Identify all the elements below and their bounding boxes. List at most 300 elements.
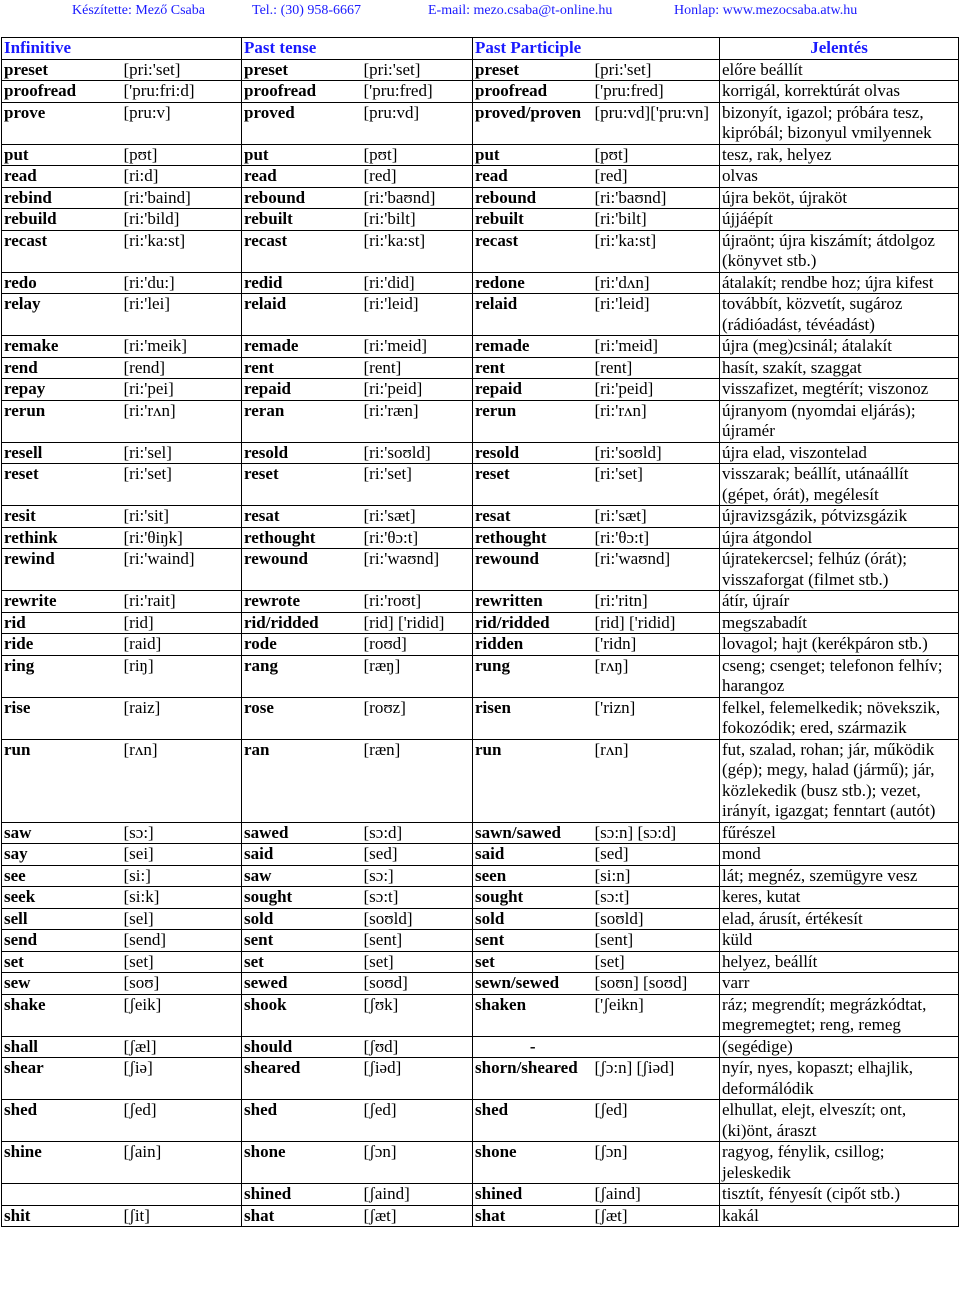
table-row — [2, 1100, 959, 1142]
table-row — [2, 994, 959, 1036]
meaning-cell: ráz; megrendít; megrázkódtat, megremegtet; reng, remeg — [720, 994, 959, 1036]
past-participle-cell: redone — [473, 272, 593, 294]
infinitive-cell: put — [2, 144, 122, 166]
past-tense-cell: shook — [242, 994, 362, 1036]
infinitive-cell — [2, 1184, 122, 1206]
infinitive-cell: shine — [2, 1142, 122, 1184]
past-participle-phonetic-cell: ['pru:fred] — [593, 81, 720, 103]
infinitive-cell: shit — [2, 1205, 122, 1227]
past-participle-cell: shaken — [473, 994, 593, 1036]
infinitive-cell: shear — [2, 1058, 122, 1100]
past-tense-cell: preset — [242, 59, 362, 81]
table-row — [2, 612, 959, 634]
infinitive-cell: ride — [2, 634, 122, 656]
table-row — [2, 81, 959, 103]
infinitive-phonetic-cell: [raid] — [122, 634, 242, 656]
past-tense-cell: rose — [242, 697, 362, 739]
infinitive-cell: repay — [2, 379, 122, 401]
infinitive-phonetic-cell: [ri:'baind] — [122, 187, 242, 209]
past-tense-cell: sought — [242, 887, 362, 909]
past-tense-phonetic-cell: [sɔ:t] — [362, 887, 473, 909]
infinitive-phonetic-cell: [ri:'sit] — [122, 506, 242, 528]
meaning-cell: újraönt; újra kiszámít; átdolgoz (könyvet stb.) — [720, 230, 959, 272]
past-participle-phonetic-cell: ['rizn] — [593, 697, 720, 739]
past-tense-cell: relaid — [242, 294, 362, 336]
meaning-cell: kakál — [720, 1205, 959, 1227]
past-tense-phonetic-cell: [pri:'set] — [362, 59, 473, 81]
past-participle-phonetic-cell: [ʃɔn] — [593, 1142, 720, 1184]
past-participle-phonetic-cell: [ri:'rʌn] — [593, 400, 720, 442]
infinitive-cell: rethink — [2, 527, 122, 549]
table-row — [2, 739, 959, 822]
past-tense-phonetic-cell: [sɔ:d] — [362, 822, 473, 844]
past-tense-phonetic-cell: [ri:'bilt] — [362, 209, 473, 231]
meaning-cell: küld — [720, 930, 959, 952]
infinitive-phonetic-cell: [ʃed] — [122, 1100, 242, 1142]
infinitive-cell: say — [2, 844, 122, 866]
past-tense-cell: rode — [242, 634, 362, 656]
past-participle-phonetic-cell: [ri:'sæt] — [593, 506, 720, 528]
past-tense-cell: proved — [242, 102, 362, 144]
past-participle-cell: recast — [473, 230, 593, 272]
table-row — [2, 930, 959, 952]
past-tense-cell: rewound — [242, 549, 362, 591]
infinitive-cell: rebind — [2, 187, 122, 209]
past-participle-cell: seen — [473, 865, 593, 887]
past-tense-cell: set — [242, 951, 362, 973]
past-participle-cell: proved/proven — [473, 102, 593, 144]
past-participle-cell: read — [473, 166, 593, 188]
past-participle-cell: - — [473, 1036, 593, 1058]
meaning-cell: olvas — [720, 166, 959, 188]
table-row — [2, 973, 959, 995]
past-tense-phonetic-cell: [soʊd] — [362, 973, 473, 995]
past-participle-cell: preset — [473, 59, 593, 81]
table-row — [2, 844, 959, 866]
infinitive-phonetic-cell: [ri:'set] — [122, 464, 242, 506]
meaning-cell: lovagol; hajt (kerékpáron stb.) — [720, 634, 959, 656]
infinitive-cell: see — [2, 865, 122, 887]
meaning-cell: fut, szalad, rohan; jár, működik (gép); megy, halad (jármű); jár, közlekedik (busz stb.); vezet, irányít, igazgat; fenntart (autót) — [720, 739, 959, 822]
past-tense-cell: rang — [242, 655, 362, 697]
table-row — [2, 59, 959, 81]
past-tense-cell: redid — [242, 272, 362, 294]
infinitive-phonetic-cell: [si:] — [122, 865, 242, 887]
table-row — [2, 1142, 959, 1184]
past-tense-cell: ran — [242, 739, 362, 822]
meaning-cell: átír, újraír — [720, 591, 959, 613]
past-tense-phonetic-cell: [ri:'soʊld] — [362, 442, 473, 464]
infinitive-cell: saw — [2, 822, 122, 844]
table-row — [2, 951, 959, 973]
meaning-cell: újjáépít — [720, 209, 959, 231]
table-row — [2, 294, 959, 336]
table-row — [2, 1036, 959, 1058]
past-tense-phonetic-cell: [ʃiəd] — [362, 1058, 473, 1100]
past-participle-phonetic-cell: [ri:'soʊld] — [593, 442, 720, 464]
table-row — [2, 464, 959, 506]
infinitive-cell: seek — [2, 887, 122, 909]
author-label: Készítette: Mező Csaba — [72, 3, 205, 18]
past-tense-cell: sewed — [242, 973, 362, 995]
past-tense-cell: put — [242, 144, 362, 166]
table-row — [2, 144, 959, 166]
past-participle-phonetic-cell: [red] — [593, 166, 720, 188]
past-participle-phonetic-cell: [si:n] — [593, 865, 720, 887]
table-row — [2, 655, 959, 697]
past-tense-phonetic-cell: [ri:'peid] — [362, 379, 473, 401]
infinitive-cell: proofread — [2, 81, 122, 103]
col-past-participle-header: Past Participle — [473, 38, 720, 60]
past-tense-phonetic-cell: [ri:'θɔ:t] — [362, 527, 473, 549]
infinitive-cell: resell — [2, 442, 122, 464]
table-row — [2, 697, 959, 739]
table-row — [2, 591, 959, 613]
past-tense-cell: should — [242, 1036, 362, 1058]
infinitive-phonetic-cell: [ri:d] — [122, 166, 242, 188]
past-participle-phonetic-cell: [soʊld] — [593, 908, 720, 930]
meaning-cell: elad, árusít, értékesít — [720, 908, 959, 930]
table-row — [2, 209, 959, 231]
past-participle-phonetic-cell: ['ridn] — [593, 634, 720, 656]
table-row — [2, 442, 959, 464]
past-participle-phonetic-cell: [pri:'set] — [593, 59, 720, 81]
table-row — [2, 887, 959, 909]
meaning-cell: elhullat, elejt, elveszít; ont, (ki)önt, áraszt — [720, 1100, 959, 1142]
meaning-cell: újra átgondol — [720, 527, 959, 549]
infinitive-cell: relay — [2, 294, 122, 336]
past-tense-cell: reran — [242, 400, 362, 442]
past-tense-phonetic-cell: [rid] ['ridid] — [362, 612, 473, 634]
past-tense-phonetic-cell: [ʃɔn] — [362, 1142, 473, 1184]
past-participle-phonetic-cell: [pru:vd]['pru:vn] — [593, 102, 720, 144]
past-tense-phonetic-cell: [ræn] — [362, 739, 473, 822]
past-participle-phonetic-cell: [ri:'ritn] — [593, 591, 720, 613]
past-tense-phonetic-cell: [ʃʊk] — [362, 994, 473, 1036]
past-tense-cell: said — [242, 844, 362, 866]
infinitive-phonetic-cell: [send] — [122, 930, 242, 952]
meaning-cell: helyez, beállít — [720, 951, 959, 973]
past-tense-phonetic-cell: [roʊd] — [362, 634, 473, 656]
meaning-cell: átalakít; rendbe hoz; újra kifest — [720, 272, 959, 294]
infinitive-cell: recast — [2, 230, 122, 272]
infinitive-cell: resit — [2, 506, 122, 528]
infinitive-cell: preset — [2, 59, 122, 81]
past-tense-cell: shone — [242, 1142, 362, 1184]
infinitive-cell: reset — [2, 464, 122, 506]
infinitive-cell: ring — [2, 655, 122, 697]
meaning-cell: cseng; csenget; telefonon felhív; harangoz — [720, 655, 959, 697]
past-participle-cell: resat — [473, 506, 593, 528]
past-tense-cell: sent — [242, 930, 362, 952]
past-tense-cell: remade — [242, 336, 362, 358]
past-participle-cell: sawn/sawed — [473, 822, 593, 844]
past-tense-phonetic-cell: ['pru:fred] — [362, 81, 473, 103]
infinitive-phonetic-cell: [rend] — [122, 357, 242, 379]
infinitive-cell: rise — [2, 697, 122, 739]
infinitive-phonetic-cell: [set] — [122, 951, 242, 973]
infinitive-cell: shake — [2, 994, 122, 1036]
meaning-cell: bizonyít, igazol; próbára tesz, kipróbál; bizonyul vmilyennek — [720, 102, 959, 144]
table-body — [2, 59, 959, 1227]
meaning-cell: továbbít, közvetít, sugároz (rádióadást, tévéadást) — [720, 294, 959, 336]
page-header — [0, 0, 960, 26]
infinitive-phonetic-cell: [si:k] — [122, 887, 242, 909]
email-label: E-mail: mezo.csaba@t-online.hu — [428, 3, 613, 18]
past-tense-cell: proofread — [242, 81, 362, 103]
past-tense-phonetic-cell: [ʃʊd] — [362, 1036, 473, 1058]
infinitive-cell: redo — [2, 272, 122, 294]
table-row — [2, 166, 959, 188]
infinitive-cell: sell — [2, 908, 122, 930]
past-tense-cell: read — [242, 166, 362, 188]
past-participle-phonetic-cell: [ʃɔ:n] [ʃiəd] — [593, 1058, 720, 1100]
irregular-verbs-table — [1, 37, 959, 1227]
meaning-cell: újra beköt, újraköt — [720, 187, 959, 209]
infinitive-cell: shall — [2, 1036, 122, 1058]
infinitive-cell: rid — [2, 612, 122, 634]
table-row — [2, 1205, 959, 1227]
past-tense-cell: rebuilt — [242, 209, 362, 231]
past-tense-cell: saw — [242, 865, 362, 887]
meaning-cell: felkel, felemelkedik; növekszik, fokozódik; ered, származik — [720, 697, 959, 739]
past-participle-cell: ridden — [473, 634, 593, 656]
past-participle-phonetic-cell: [ʃed] — [593, 1100, 720, 1142]
past-participle-phonetic-cell: [ri:'set] — [593, 464, 720, 506]
past-participle-cell: rethought — [473, 527, 593, 549]
past-participle-phonetic-cell: [rʌn] — [593, 739, 720, 822]
infinitive-phonetic-cell: [ri:'rʌn] — [122, 400, 242, 442]
table-row — [2, 379, 959, 401]
past-participle-cell: shed — [473, 1100, 593, 1142]
infinitive-cell: rewrite — [2, 591, 122, 613]
past-participle-phonetic-cell — [593, 1036, 720, 1058]
col-past-tense-header: Past tense — [242, 38, 473, 60]
past-participle-phonetic-cell: [ri:'bilt] — [593, 209, 720, 231]
infinitive-phonetic-cell: [rʌn] — [122, 739, 242, 822]
infinitive-cell: rewind — [2, 549, 122, 591]
past-participle-cell: said — [473, 844, 593, 866]
table-row — [2, 1184, 959, 1206]
infinitive-phonetic-cell: [ʃit] — [122, 1205, 242, 1227]
infinitive-cell: rerun — [2, 400, 122, 442]
past-participle-cell: rent — [473, 357, 593, 379]
infinitive-phonetic-cell: [sɔ:] — [122, 822, 242, 844]
table-row — [2, 634, 959, 656]
infinitive-cell: read — [2, 166, 122, 188]
infinitive-phonetic-cell: [ri:'meik] — [122, 336, 242, 358]
past-participle-cell: repaid — [473, 379, 593, 401]
past-participle-phonetic-cell: [ri:'dʌn] — [593, 272, 720, 294]
past-tense-cell: sawed — [242, 822, 362, 844]
meaning-cell: tisztít, fényesít (cipőt stb.) — [720, 1184, 959, 1206]
past-participle-cell: relaid — [473, 294, 593, 336]
infinitive-phonetic-cell: [pru:v] — [122, 102, 242, 144]
past-participle-phonetic-cell: [rid] ['ridid] — [593, 612, 720, 634]
past-participle-phonetic-cell: [ri:'ka:st] — [593, 230, 720, 272]
infinitive-phonetic-cell: [ri:'lei] — [122, 294, 242, 336]
meaning-cell: mond — [720, 844, 959, 866]
past-tense-cell: shined — [242, 1184, 362, 1206]
meaning-cell: (segédige) — [720, 1036, 959, 1058]
meaning-cell: újranyom (nyomdai eljárás); újramér — [720, 400, 959, 442]
meaning-cell: keres, kutat — [720, 887, 959, 909]
infinitive-phonetic-cell: ['pru:fri:d] — [122, 81, 242, 103]
past-participle-phonetic-cell: [rent] — [593, 357, 720, 379]
past-tense-phonetic-cell: [ʃed] — [362, 1100, 473, 1142]
homepage-label: Honlap: www.mezocsaba.atw.hu — [674, 3, 858, 18]
past-tense-phonetic-cell: [sed] — [362, 844, 473, 866]
past-tense-cell: rebound — [242, 187, 362, 209]
past-tense-cell: resat — [242, 506, 362, 528]
infinitive-phonetic-cell: [ʃain] — [122, 1142, 242, 1184]
meaning-cell: újra elad, viszontelad — [720, 442, 959, 464]
meaning-cell: tesz, rak, helyez — [720, 144, 959, 166]
past-participle-cell: remade — [473, 336, 593, 358]
meaning-cell: varr — [720, 973, 959, 995]
infinitive-phonetic-cell: [ri:'du:] — [122, 272, 242, 294]
table-row — [2, 506, 959, 528]
past-participle-phonetic-cell: [ri:'θɔ:t] — [593, 527, 720, 549]
past-participle-phonetic-cell: [ʃaind] — [593, 1184, 720, 1206]
col-infinitive-header: Infinitive — [2, 38, 242, 60]
table-row — [2, 230, 959, 272]
infinitive-phonetic-cell: [pri:'set] — [122, 59, 242, 81]
table-header-row — [2, 38, 959, 60]
table-row — [2, 527, 959, 549]
past-tense-phonetic-cell: [ri:'leid] — [362, 294, 473, 336]
past-participle-cell: sent — [473, 930, 593, 952]
past-participle-phonetic-cell: [ri:'meid] — [593, 336, 720, 358]
meaning-cell: újra (meg)csinál; átalakít — [720, 336, 959, 358]
table-row — [2, 400, 959, 442]
meaning-cell: lát; megnéz, szemügyre vesz — [720, 865, 959, 887]
table-row — [2, 822, 959, 844]
past-tense-phonetic-cell: [ri:'ka:st] — [362, 230, 473, 272]
past-tense-phonetic-cell: [ri:'roʊt] — [362, 591, 473, 613]
infinitive-phonetic-cell: [soʊ] — [122, 973, 242, 995]
past-participle-cell: resold — [473, 442, 593, 464]
past-tense-cell: recast — [242, 230, 362, 272]
table-row — [2, 102, 959, 144]
past-tense-cell: reset — [242, 464, 362, 506]
past-tense-phonetic-cell: [ri:'set] — [362, 464, 473, 506]
past-tense-phonetic-cell: [ri:'meid] — [362, 336, 473, 358]
past-tense-cell: rethought — [242, 527, 362, 549]
infinitive-phonetic-cell: [ri:'pei] — [122, 379, 242, 401]
past-tense-cell: sheared — [242, 1058, 362, 1100]
past-participle-cell: reset — [473, 464, 593, 506]
col-meaning-header: Jelentés — [720, 38, 959, 60]
infinitive-phonetic-cell: [ri:'bild] — [122, 209, 242, 231]
infinitive-cell: set — [2, 951, 122, 973]
past-tense-phonetic-cell: [ri:'did] — [362, 272, 473, 294]
past-participle-cell: shined — [473, 1184, 593, 1206]
past-tense-phonetic-cell: [red] — [362, 166, 473, 188]
infinitive-cell: shed — [2, 1100, 122, 1142]
table-row — [2, 357, 959, 379]
past-participle-phonetic-cell: [ri:'waʊnd] — [593, 549, 720, 591]
past-participle-phonetic-cell: [sed] — [593, 844, 720, 866]
past-tense-cell: rent — [242, 357, 362, 379]
past-participle-phonetic-cell: [sent] — [593, 930, 720, 952]
infinitive-phonetic-cell: [ri:'ka:st] — [122, 230, 242, 272]
past-tense-phonetic-cell: [set] — [362, 951, 473, 973]
infinitive-cell: prove — [2, 102, 122, 144]
past-participle-phonetic-cell: [set] — [593, 951, 720, 973]
meaning-cell: korrigál, korrektúrát olvas — [720, 81, 959, 103]
infinitive-phonetic-cell: [sei] — [122, 844, 242, 866]
past-participle-cell: rerun — [473, 400, 593, 442]
infinitive-cell: remake — [2, 336, 122, 358]
infinitive-phonetic-cell: [rid] — [122, 612, 242, 634]
infinitive-phonetic-cell: [riŋ] — [122, 655, 242, 697]
past-tense-phonetic-cell: [rent] — [362, 357, 473, 379]
meaning-cell: fűrészel — [720, 822, 959, 844]
past-participle-phonetic-cell: ['ʃeikn] — [593, 994, 720, 1036]
table-row — [2, 272, 959, 294]
table-row — [2, 865, 959, 887]
infinitive-phonetic-cell: [pʊt] — [122, 144, 242, 166]
infinitive-phonetic-cell: [ʃiə] — [122, 1058, 242, 1100]
past-tense-cell: shat — [242, 1205, 362, 1227]
past-participle-cell: rung — [473, 655, 593, 697]
past-participle-cell: sought — [473, 887, 593, 909]
past-participle-cell: sewn/sewed — [473, 973, 593, 995]
past-tense-phonetic-cell: [pru:vd] — [362, 102, 473, 144]
infinitive-cell: sew — [2, 973, 122, 995]
past-tense-phonetic-cell: [ri:'sæt] — [362, 506, 473, 528]
past-participle-phonetic-cell: [sɔ:t] — [593, 887, 720, 909]
past-participle-cell: rewritten — [473, 591, 593, 613]
past-participle-cell: shone — [473, 1142, 593, 1184]
past-participle-cell: rebuilt — [473, 209, 593, 231]
past-participle-phonetic-cell: [soʊn] [soʊd] — [593, 973, 720, 995]
past-tense-phonetic-cell: [sɔ:] — [362, 865, 473, 887]
meaning-cell: nyír, nyes, kopaszt; elhajlik, deformálódik — [720, 1058, 959, 1100]
table-row — [2, 908, 959, 930]
past-tense-cell: resold — [242, 442, 362, 464]
past-participle-phonetic-cell: [sɔ:n] [sɔ:d] — [593, 822, 720, 844]
past-participle-phonetic-cell: [ri:'peid] — [593, 379, 720, 401]
past-tense-cell: shed — [242, 1100, 362, 1142]
meaning-cell: visszafizet, megtérít; viszonoz — [720, 379, 959, 401]
meaning-cell: újratekercsel; felhúz (órát); visszaforgat (filmet stb.) — [720, 549, 959, 591]
past-tense-phonetic-cell: [soʊld] — [362, 908, 473, 930]
past-participle-phonetic-cell: [pʊt] — [593, 144, 720, 166]
past-participle-phonetic-cell: [ri:'baʊnd] — [593, 187, 720, 209]
infinitive-phonetic-cell: [ʃeik] — [122, 994, 242, 1036]
meaning-cell: újravizsgázik, pótvizsgázik — [720, 506, 959, 528]
past-tense-phonetic-cell: [ræŋ] — [362, 655, 473, 697]
past-tense-cell: rid/ridded — [242, 612, 362, 634]
past-tense-cell: rewrote — [242, 591, 362, 613]
infinitive-phonetic-cell: [ri:'θiŋk] — [122, 527, 242, 549]
infinitive-cell: rebuild — [2, 209, 122, 231]
table-row — [2, 187, 959, 209]
infinitive-cell: run — [2, 739, 122, 822]
infinitive-cell: rend — [2, 357, 122, 379]
infinitive-phonetic-cell: [sel] — [122, 908, 242, 930]
past-tense-cell: sold — [242, 908, 362, 930]
meaning-cell: visszarak; beállít, utánaállít (gépet, órát), megélesít — [720, 464, 959, 506]
infinitive-phonetic-cell: [raiz] — [122, 697, 242, 739]
past-participle-cell: proofread — [473, 81, 593, 103]
table-row — [2, 1058, 959, 1100]
past-participle-phonetic-cell: [ri:'leid] — [593, 294, 720, 336]
past-tense-phonetic-cell: [sent] — [362, 930, 473, 952]
phone-label: Tel.: (30) 958-6667 — [252, 3, 362, 18]
